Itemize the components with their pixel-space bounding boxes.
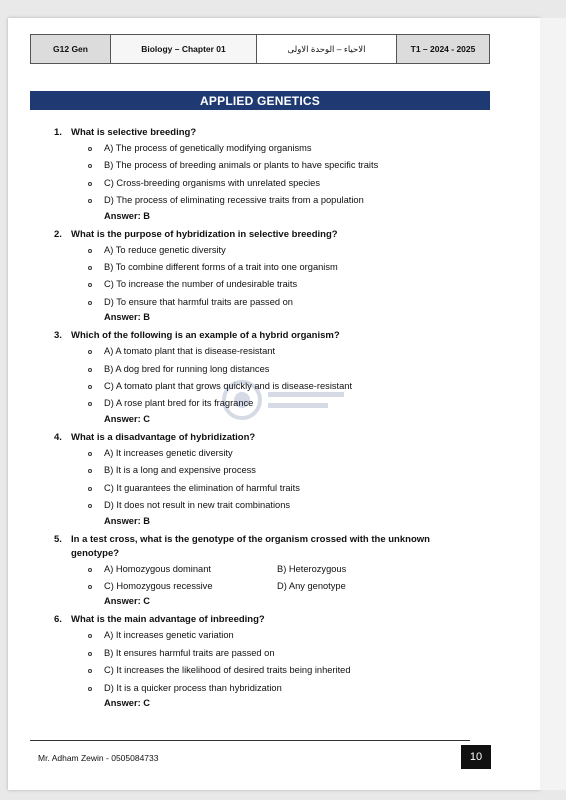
option-text: C) Cross-breeding organisms with unrelated species	[104, 177, 320, 188]
answer: Answer: C	[104, 697, 150, 708]
option-c	[54, 578, 277, 595]
bullet-icon	[88, 687, 92, 691]
option-text: A) To reduce genetic diversity	[104, 244, 226, 255]
bullet-icon	[88, 199, 92, 203]
option-b	[54, 645, 484, 662]
bullet-icon	[88, 634, 92, 638]
option-c	[54, 378, 484, 395]
question-number: 3.	[54, 330, 62, 342]
option-text: A) A tomato plant that is disease-resistant	[104, 346, 276, 357]
option-text: B) The process of breeding animals or plants to have specific traits	[104, 160, 379, 171]
bullet-icon	[88, 301, 92, 305]
header-table	[30, 34, 490, 64]
arabic-subject-cell: الاحياء – الوحدة الاولى	[257, 35, 397, 63]
option-text: D) A rose plant bred for its fragrance	[104, 398, 254, 409]
bullet-icon	[88, 669, 92, 673]
question-list	[54, 126, 484, 715]
answer: Answer: B	[104, 312, 150, 323]
answer: Answer: C	[104, 596, 150, 607]
option-c	[54, 175, 484, 192]
option-c	[54, 480, 484, 497]
option-c	[54, 662, 484, 679]
bullet-icon	[88, 452, 92, 456]
option-text: D) It is a quicker process than hybridization	[104, 682, 282, 693]
option-text: C) It guarantees the elimination of harmful traits	[104, 482, 300, 493]
option-b	[277, 561, 450, 578]
bullet-icon	[88, 652, 92, 656]
question-1	[54, 126, 484, 222]
bullet-icon	[88, 266, 92, 270]
question-6	[54, 613, 484, 709]
bullet-icon	[88, 568, 92, 572]
bullet-icon	[88, 147, 92, 151]
bullet-icon	[88, 385, 92, 389]
option-d	[54, 294, 484, 311]
option-b	[54, 361, 484, 378]
option-text: D) Any genotype	[277, 580, 346, 591]
bullet-icon	[88, 368, 92, 372]
option-b	[54, 157, 484, 174]
question-number: 4.	[54, 431, 62, 443]
question-number: 6.	[54, 614, 62, 626]
option-text: B) Heterozygous	[277, 563, 347, 574]
option-text: A) It increases genetic diversity	[104, 447, 233, 458]
bullet-icon	[88, 249, 92, 253]
option-text: D) It does not result in new trait combinations	[104, 500, 291, 511]
option-a	[54, 445, 484, 462]
option-text: A) Homozygous dominant	[104, 563, 211, 574]
question-text: In a test cross, what is the genotype of the organism crossed with the unknown	[71, 533, 430, 545]
bullet-icon	[88, 283, 92, 287]
page-number: 10	[461, 745, 491, 769]
bullet-icon	[88, 504, 92, 508]
bullet-icon	[88, 402, 92, 406]
option-a	[54, 627, 484, 644]
question-text: What is a disadvantage of hybridization?	[71, 431, 256, 443]
option-row	[54, 561, 484, 578]
bullet-icon	[88, 585, 92, 589]
question-2	[54, 228, 484, 324]
footer-author: Mr. Adham Zewin - 0505084733	[38, 753, 159, 763]
question-text: What is the main advantage of inbreeding?	[71, 614, 265, 626]
answer: Answer: B	[104, 515, 150, 526]
question-title	[54, 431, 484, 445]
option-d	[54, 497, 484, 514]
section-banner: APPLIED GENETICS	[30, 91, 490, 110]
question-title	[54, 533, 484, 547]
question-text: What is the purpose of hybridization in selective breeding?	[71, 228, 338, 240]
question-4	[54, 431, 484, 527]
question-text-continued: genotype?	[71, 547, 120, 559]
option-text: D) To ensure that harmful traits are passed on	[104, 296, 293, 307]
question-text: Which of the following is an example of a hybrid organism?	[71, 330, 340, 342]
grade-cell: G12 Gen	[31, 35, 111, 63]
option-d	[54, 680, 484, 697]
option-text: C) It increases the likelihood of desired traits being inherited	[104, 665, 351, 676]
option-a	[54, 242, 484, 259]
question-3	[54, 329, 484, 425]
option-text: C) Homozygous recessive	[104, 580, 213, 591]
bullet-icon	[88, 487, 92, 491]
page-margin	[540, 18, 566, 790]
footer-divider	[30, 740, 470, 741]
question-5	[54, 533, 484, 608]
subject-cell: Biology – Chapter 01	[111, 35, 257, 63]
option-text: A) It increases genetic variation	[104, 630, 234, 641]
option-b	[54, 259, 484, 276]
option-text: B) To combine different forms of a trait into one organism	[104, 262, 338, 273]
question-text: What is selective breeding?	[71, 127, 197, 138]
question-number: 1.	[54, 127, 62, 138]
option-text: B) It is a long and expensive process	[104, 465, 256, 476]
option-text: D) The process of eliminating recessive traits from a population	[104, 195, 364, 206]
answer: Answer: C	[104, 413, 150, 424]
question-number: 2.	[54, 228, 62, 240]
question-number: 5.	[54, 533, 62, 545]
question-title	[54, 228, 484, 242]
option-d	[54, 395, 484, 412]
option-text: C) To increase the number of undesirable traits	[104, 279, 298, 290]
question-title	[54, 613, 484, 627]
option-a	[54, 561, 277, 578]
option-d	[277, 578, 450, 595]
bullet-icon	[88, 164, 92, 168]
option-a	[54, 140, 484, 157]
bullet-icon	[88, 350, 92, 354]
option-c	[54, 276, 484, 293]
bullet-icon	[88, 469, 92, 473]
option-text: B) It ensures harmful traits are passed on	[104, 647, 275, 658]
option-d	[54, 192, 484, 209]
option-b	[54, 462, 484, 479]
answer: Answer: B	[104, 210, 150, 221]
option-text: B) A dog bred for running long distances	[104, 363, 270, 374]
option-row	[54, 578, 484, 595]
bullet-icon	[88, 182, 92, 186]
question-title	[54, 126, 484, 140]
question-title	[54, 329, 484, 343]
option-text: C) A tomato plant that grows quickly and is disease-resistant	[104, 381, 353, 392]
term-cell: T1 – 2024 - 2025	[397, 35, 489, 63]
option-a	[54, 343, 484, 360]
option-text: A) The process of genetically modifying organisms	[104, 143, 312, 153]
